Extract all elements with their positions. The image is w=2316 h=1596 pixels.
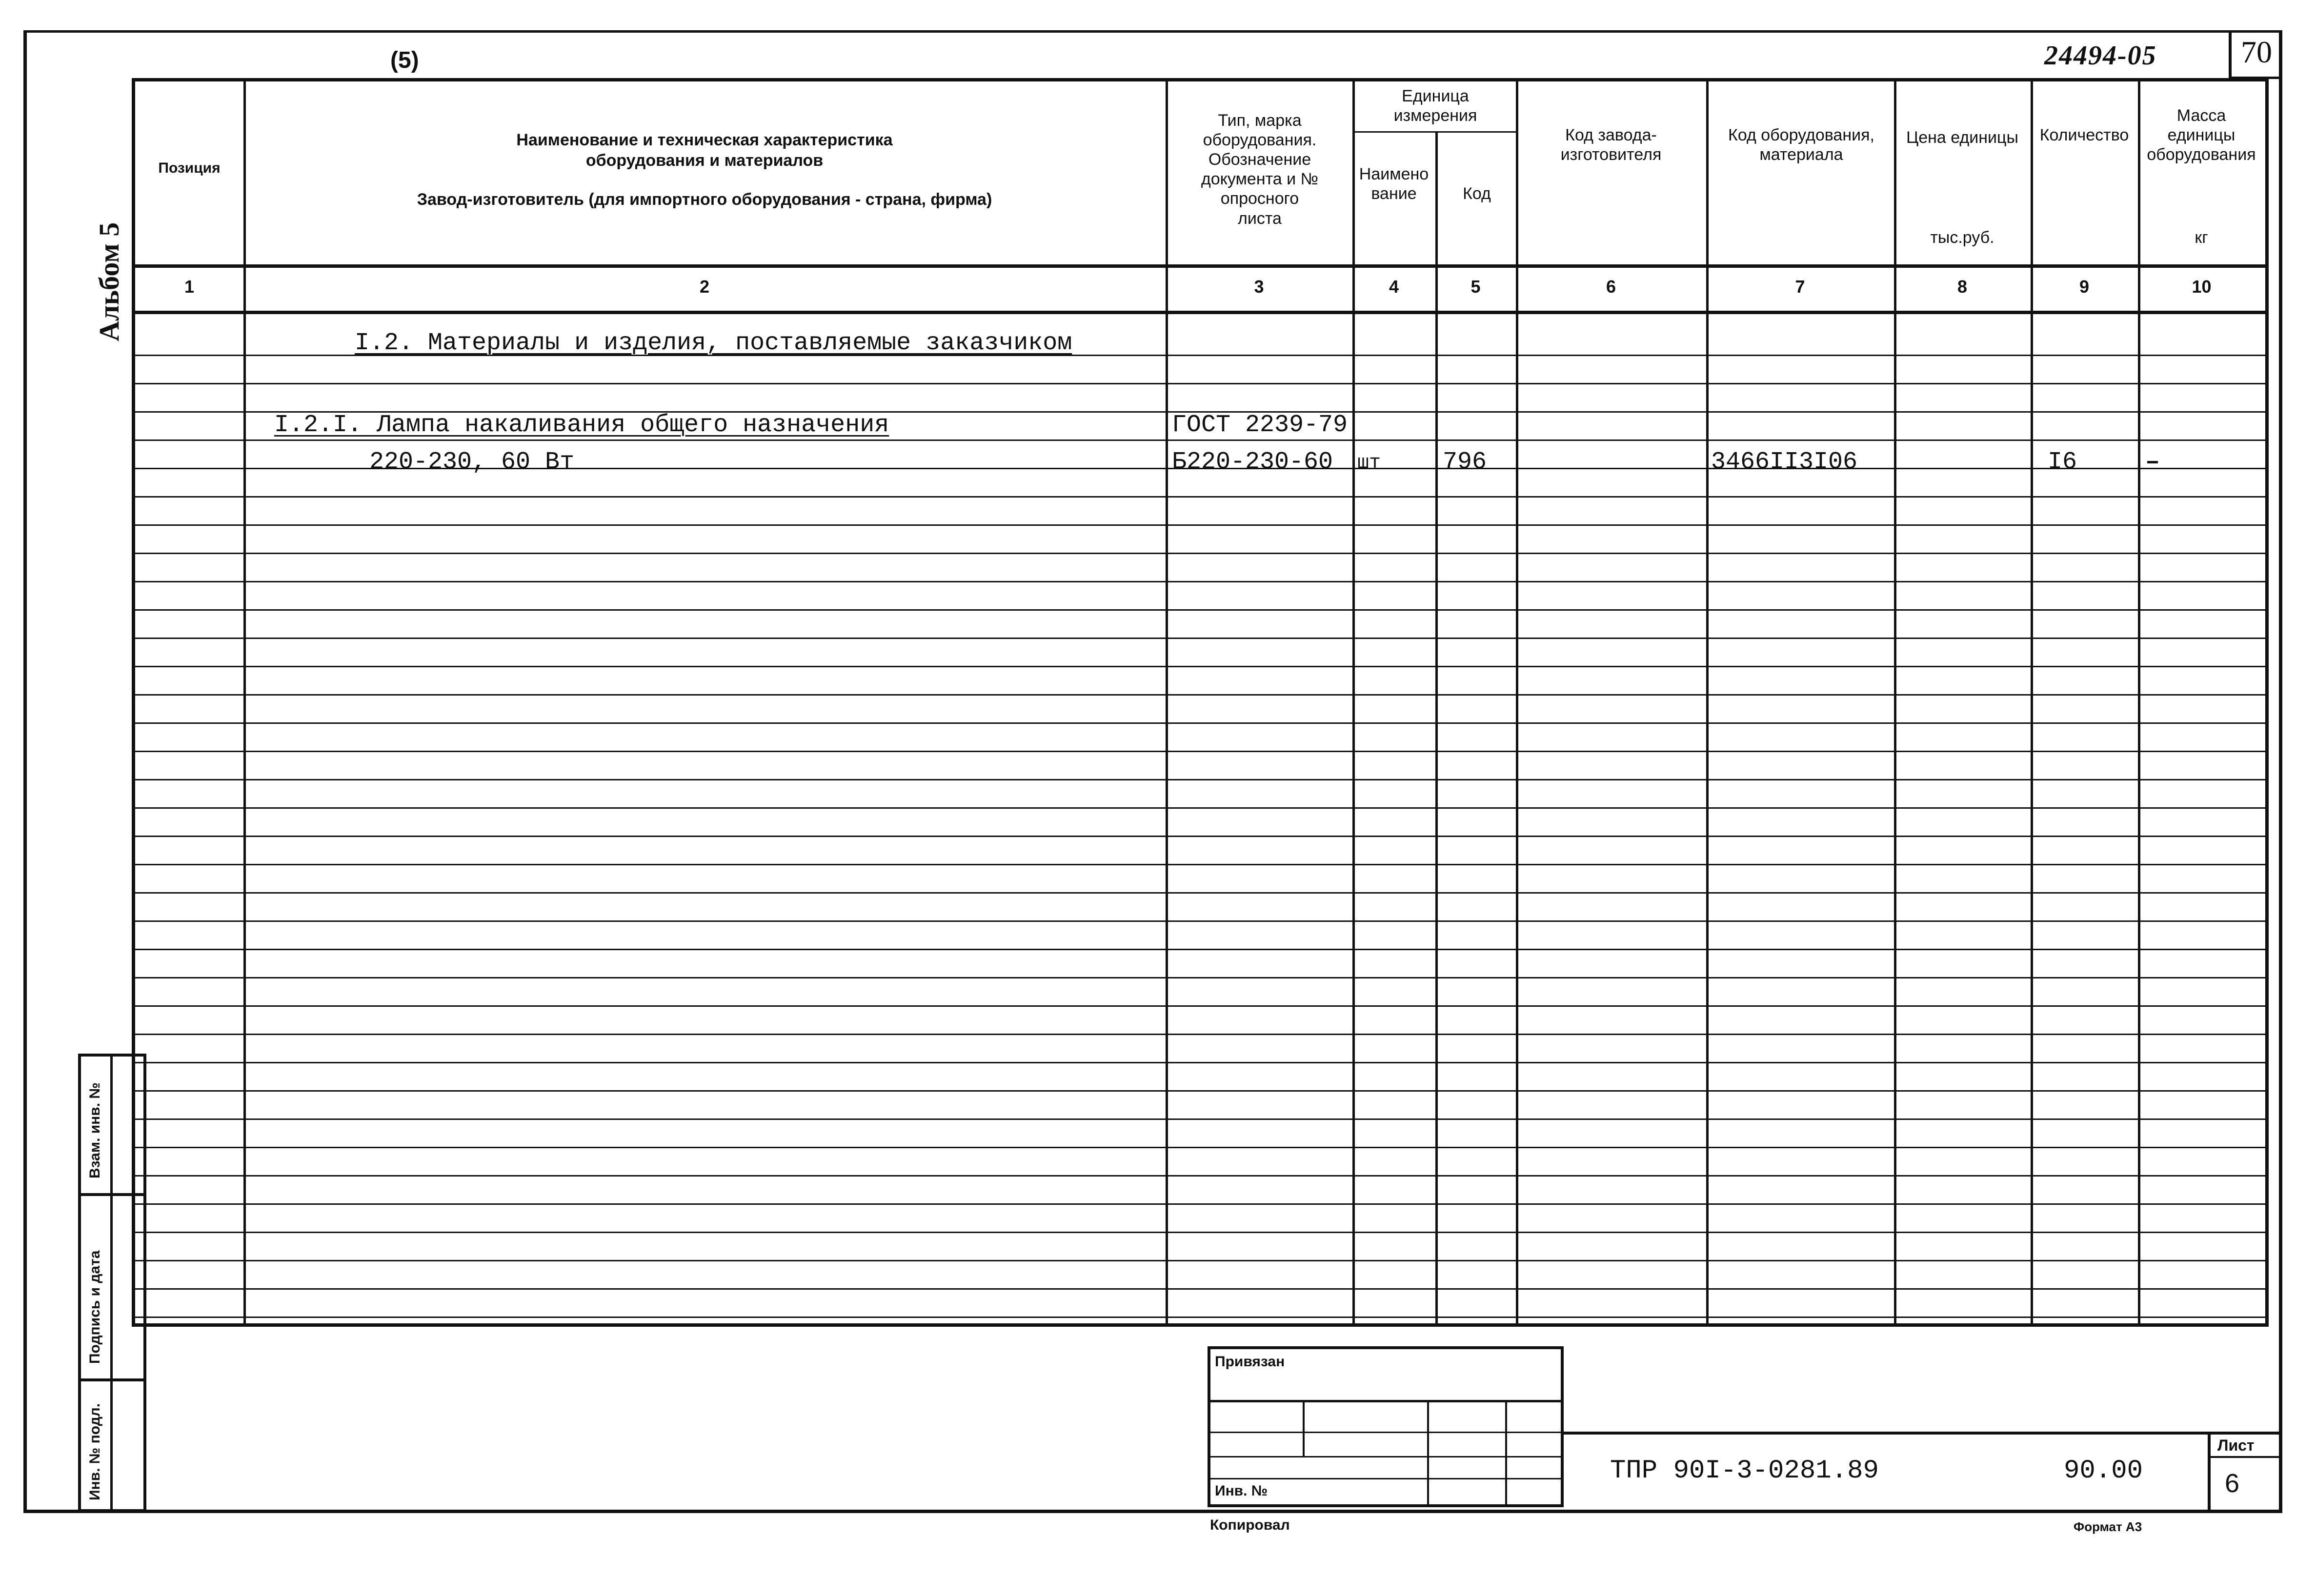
stamp-divider (2208, 1432, 2211, 1510)
row-line (135, 638, 2265, 639)
header-unit-name: Наименование (1359, 165, 1429, 203)
row-line (135, 439, 2265, 441)
row-line (135, 722, 2265, 724)
side-signature-date: Подпись и дата (87, 1250, 103, 1364)
colnum-1: 1 (184, 277, 195, 297)
header-material-code: Код оборудования, материала (1728, 126, 1874, 164)
stamp-divider (1427, 1400, 1429, 1505)
header-unit-code: Код (1463, 184, 1491, 203)
header-bottom-line (135, 264, 2265, 268)
header-unit-group: Единица измерения (1393, 87, 1477, 125)
stamp-divider (2208, 1456, 2281, 1458)
header-mass: Масса единицы оборудования (2147, 106, 2256, 164)
stamp-divider (1208, 1478, 1564, 1479)
item-material-code: 3466II3I06 (1711, 448, 1858, 476)
header-mass-unit: кг (2195, 228, 2208, 247)
row-line (135, 807, 2265, 809)
page-number: 70 (2241, 35, 2272, 69)
row-line (135, 892, 2265, 894)
header-name-line1: Наименование и техническая характеристика (516, 131, 893, 149)
stamp-divider (1208, 1456, 1564, 1457)
colnum-bottom-line (135, 311, 2265, 314)
document-code: ТПР 90I-3-0281.89 (1610, 1456, 1879, 1486)
row-line (135, 694, 2265, 696)
header-divider (1352, 131, 1516, 133)
row-line (135, 383, 2265, 384)
sheet-label: Лист (2217, 1436, 2255, 1454)
header-quantity: Количество (2039, 126, 2129, 144)
colnum-10: 10 (2192, 277, 2212, 297)
row-line (135, 1232, 2265, 1233)
sheet-mark: (5) (390, 47, 419, 73)
item-unit-code: 796 (1443, 448, 1487, 476)
row-line (135, 779, 2265, 780)
stamp-divider (1303, 1400, 1305, 1456)
row-line (135, 920, 2265, 922)
stamp-inv-label: Инв. № (1215, 1483, 1268, 1499)
row-line (135, 1147, 2265, 1148)
side-stamp (78, 1054, 146, 1512)
header-name-line3: Завод-изготовитель (для импортного оборудования - страна, фирма) (417, 190, 992, 209)
colnum-5: 5 (1470, 277, 1481, 297)
item-quantity: I6 (2048, 448, 2077, 476)
document-date: 90.00 (2064, 1456, 2143, 1486)
stamp-linked-label: Привязан (1215, 1354, 1285, 1370)
colnum-9: 9 (2079, 277, 2090, 297)
colnum-2: 2 (699, 277, 710, 297)
row-line (135, 977, 2265, 978)
row-line (135, 1090, 2265, 1092)
sheet-number: 6 (2225, 1469, 2240, 1498)
item-type: Б220-230-60 (1172, 448, 1333, 476)
row-line (135, 609, 2265, 611)
section-heading: I.2. Материалы и изделия, поставляемые заказчиком (355, 329, 1072, 357)
side-original-inv: Инв. № подл. (87, 1403, 103, 1500)
header-position: Позиция (158, 160, 221, 176)
row-line (135, 949, 2265, 950)
side-stamp-divider (110, 1057, 113, 1509)
row-line (135, 1005, 2265, 1007)
handwritten-doc-code: 24494-05 (2044, 40, 2157, 71)
stamp-divider (1505, 1400, 1507, 1505)
item-mass: – (2145, 448, 2160, 476)
colnum-4: 4 (1389, 277, 1399, 297)
header-type: Тип, марка оборудования. Обозначение документа и № опросного листа (1201, 111, 1319, 228)
colnum-6: 6 (1606, 277, 1616, 297)
row-line (135, 836, 2265, 837)
row-line (135, 1288, 2265, 1290)
row-line (135, 1203, 2265, 1205)
row-line (135, 581, 2265, 582)
colnum-3: 3 (1254, 277, 1264, 297)
row-line (135, 1034, 2265, 1035)
stamp-format-label: Формат А3 (2074, 1519, 2142, 1534)
row-line (135, 864, 2265, 865)
item-standard: ГОСТ 2239-79 (1172, 411, 1348, 439)
row-line (135, 1062, 2265, 1063)
specification-table (132, 78, 2269, 1327)
colnum-7: 7 (1795, 277, 1805, 297)
row-line (135, 751, 2265, 752)
item-spec: 220-230, 60 Вт (369, 448, 575, 476)
header-name-line2: оборудования и материалов (585, 151, 824, 170)
stamp-copied-label: Копировал (1210, 1517, 1290, 1533)
row-line (135, 553, 2265, 554)
stamp-divider (1208, 1400, 1564, 1402)
album-label: Альбом 5 (93, 222, 125, 341)
row-line (135, 496, 2265, 498)
header-plant-code: Код завода-изготовителя (1560, 126, 1662, 164)
item-unit: шт (1357, 452, 1381, 474)
row-line (135, 1118, 2265, 1120)
item-name: I.2.I. Лампа накаливания общего назначения (274, 411, 889, 439)
stamp-divider (1561, 1432, 2282, 1435)
side-replaced-inv: Взам. инв. № (87, 1082, 103, 1178)
row-line (135, 666, 2265, 667)
row-line (135, 1260, 2265, 1261)
row-line (135, 1317, 2265, 1318)
row-line (135, 1175, 2265, 1177)
colnum-8: 8 (1957, 277, 1968, 297)
row-line (135, 524, 2265, 526)
header-price-unit: тыс.руб. (1930, 228, 1994, 247)
header-price: Цена единицы (1906, 128, 2018, 147)
stamp-divider (1208, 1432, 1564, 1433)
